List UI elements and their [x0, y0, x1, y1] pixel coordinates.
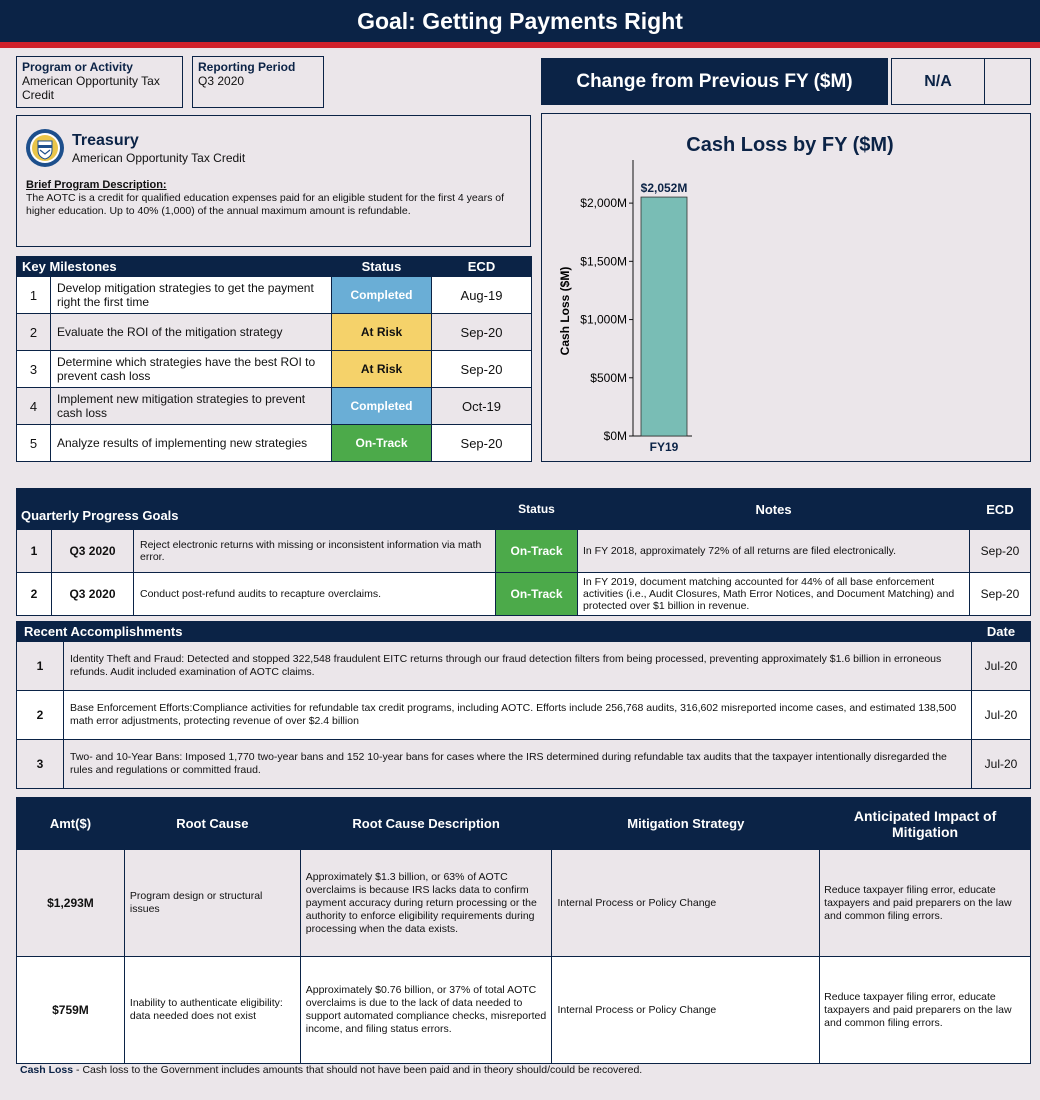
mitigation-strategy-header: Mitigation Strategy [552, 798, 820, 850]
root-cause-table [16, 797, 1031, 1064]
description-label: Brief Program Description: [26, 179, 167, 191]
milestone-num: 2 [17, 314, 51, 351]
milestone-num: 3 [17, 351, 51, 388]
milestone-ecd: Sep-20 [432, 351, 532, 388]
accomplishments-header: Recent Accomplishments [17, 622, 972, 642]
program-value: American Opportunity Tax Credit [22, 74, 160, 102]
quarterly-notes: In FY 2018, approximately 72% of all returns are filed electronically. [578, 530, 970, 573]
quarterly-ecd-header: ECD [970, 489, 1031, 530]
milestone-row [17, 277, 532, 314]
accomplishment-num: 1 [17, 642, 64, 691]
status-badge: On-Track [496, 573, 578, 616]
quarterly-goal: Conduct post-refund audits to recapture overclaims. [134, 573, 496, 616]
quarterly-notes-header: Notes [578, 489, 970, 530]
milestone-row [17, 351, 532, 388]
amt-header: Amt($) [17, 798, 125, 850]
chart-title: Cash Loss by FY ($M) [686, 134, 894, 156]
milestones-header: Key Milestones [17, 257, 332, 277]
accomplishment-row [17, 642, 1031, 691]
accomplishment-num: 2 [17, 691, 64, 740]
milestone-num: 1 [17, 277, 51, 314]
root-cause-text: Inability to authenticate eligibility: data needed does not exist [124, 957, 300, 1064]
milestones-status-header: Status [332, 257, 432, 277]
quarterly-num: 1 [17, 530, 52, 573]
root-cause-row [17, 850, 1031, 957]
chart-y-tick-label: $1,000M [580, 312, 627, 327]
milestone-text: Develop mitigation strategies to get the payment right the first time [51, 277, 332, 314]
accomplishment-row [17, 691, 1031, 740]
quarterly-status-header: Status [496, 489, 578, 530]
cash-loss-chart [542, 114, 1030, 461]
program-box [16, 56, 183, 108]
quarterly-notes: In FY 2019, document matching accounted for 44% of all base enforcement activities (i.e., Audit Closures, Math Error Notices, and Document Matching) and protected over $1 billion in revenue. [578, 573, 970, 616]
quarterly-quarter: Q3 2020 [52, 573, 134, 616]
root-cause-description-header: Root Cause Description [300, 798, 552, 850]
quarterly-ecd: Sep-20 [970, 573, 1031, 616]
milestone-ecd: Aug-19 [432, 277, 532, 314]
root-cause-row [17, 957, 1031, 1064]
anticipated-impact: Reduce taxpayer filing error, educate taxpayers and paid preparers on the law and common filing errors. [820, 850, 1031, 957]
change-empty-cell [984, 58, 1031, 105]
period-box [192, 56, 324, 108]
milestone-ecd: Sep-20 [432, 314, 532, 351]
agency-box [16, 115, 531, 247]
status-badge: On-Track [332, 425, 432, 462]
quarterly-goal: Reject electronic returns with missing or inconsistent information via math error. [134, 530, 496, 573]
milestone-num: 4 [17, 388, 51, 425]
root-cause-description: Approximately $1.3 billion, or 63% of AOTC overclaims is because IRS lacks data to confirm payment accuracy during return processing or the authority to enforce eligibility requirements during processing when the data exists. [300, 850, 552, 957]
accomplishments-table [16, 621, 1031, 789]
mitigation-strategy: Internal Process or Policy Change [552, 850, 820, 957]
quarterly-header: Quarterly Progress Goals [17, 489, 496, 530]
root-cause-header: Root Cause [124, 798, 300, 850]
accomplishment-date: Jul-20 [972, 691, 1031, 740]
quarterly-ecd: Sep-20 [970, 530, 1031, 573]
status-badge: At Risk [332, 314, 432, 351]
quarterly-goals-table [16, 488, 1031, 616]
milestones-ecd-header: ECD [432, 257, 532, 277]
program-label: Program or Activity [22, 60, 133, 74]
chart-data-label: $2,052M [640, 181, 688, 196]
cash-loss-chart-panel [541, 113, 1031, 462]
quarterly-row [17, 573, 1031, 616]
milestone-row [17, 388, 532, 425]
accomplishment-text: Identity Theft and Fraud: Detected and stopped 322,548 fraudulent EITC returns through our fraud detection filters from being processed, preventing approximately $1.6 billion in erroneous refunds. Audit included examination of AOTC claims. [64, 642, 972, 691]
status-badge: Completed [332, 388, 432, 425]
milestone-ecd: Oct-19 [432, 388, 532, 425]
agency-program: American Opportunity Tax Credit [72, 151, 246, 165]
change-value: N/A [891, 58, 985, 105]
chart-bar [641, 197, 687, 436]
root-cause-amount: $759M [17, 957, 125, 1064]
accomplishment-date: Jul-20 [972, 642, 1031, 691]
status-badge: Completed [332, 277, 432, 314]
mitigation-strategy: Internal Process or Policy Change [552, 957, 820, 1064]
period-label: Reporting Period [198, 60, 296, 74]
accomplishment-num: 3 [17, 740, 64, 789]
chart-y-tick-label: $0M [603, 429, 627, 443]
quarterly-row [17, 530, 1031, 573]
root-cause-text: Program design or structural issues [124, 850, 300, 957]
root-cause-amount: $1,293M [17, 850, 125, 957]
milestone-text: Evaluate the ROI of the mitigation strategy [51, 314, 332, 351]
milestone-row [17, 425, 532, 462]
milestone-ecd: Sep-20 [432, 425, 532, 462]
accomplishment-row [17, 740, 1031, 789]
milestone-row [17, 314, 532, 351]
accomplishments-date-header: Date [972, 622, 1031, 642]
footnote-term: Cash Loss [20, 1064, 74, 1076]
treasury-seal-icon [25, 128, 65, 168]
chart-x-tick-label: FY19 [649, 440, 679, 454]
header-divider [0, 42, 1040, 48]
chart-y-tick-label: $500M [590, 370, 627, 385]
accomplishment-text: Base Enforcement Efforts:Compliance activities for refundable tax credit programs, including AOTC. Efforts include 256,768 audits, 316,602 misreported income cases, and estimated 138,500 math error adjustments, protecting revenue of over $2.4 billion [64, 691, 972, 740]
chart-y-tick-label: $1,500M [580, 254, 627, 269]
status-badge: At Risk [332, 351, 432, 388]
milestones-table [16, 256, 532, 462]
quarterly-quarter: Q3 2020 [52, 530, 134, 573]
change-label: Change from Previous FY ($M) [541, 58, 888, 105]
anticipated-impact-header: Anticipated Impact of Mitigation [820, 798, 1031, 850]
accomplishment-date: Jul-20 [972, 740, 1031, 789]
page-title: Goal: Getting Payments Right [0, 0, 1040, 42]
footnote-text: - Cash loss to the Government includes amounts that should not have been paid and in theory should/could be recovered. [73, 1064, 643, 1076]
quarterly-num: 2 [17, 573, 52, 616]
agency-name: Treasury [72, 132, 139, 149]
anticipated-impact: Reduce taxpayer filing error, educate taxpayers and paid preparers on the law and common filing errors. [820, 957, 1031, 1064]
milestone-text: Implement new mitigation strategies to prevent cash loss [51, 388, 332, 425]
period-value: Q3 2020 [198, 74, 245, 88]
program-description: The AOTC is a credit for qualified education expenses paid for an eligible student for the first 4 years of higher education. Up to 40% (1,000) of the annual maximum amount is refundable. [26, 192, 505, 217]
milestone-text: Determine which strategies have the best ROI to prevent cash loss [51, 351, 332, 388]
status-badge: On-Track [496, 530, 578, 573]
accomplishment-text: Two- and 10-Year Bans: Imposed 1,770 two-year bans and 152 10-year bans for cases where the IRS determined during refundable tax audits that the taxpayer intentionally disregarded the rules and regulations or committed fraud. [64, 740, 972, 789]
footnote [20, 1064, 642, 1076]
milestone-num: 5 [17, 425, 51, 462]
chart-y-tick-label: $2,000M [580, 196, 627, 211]
chart-y-axis-label: Cash Loss ($M) [558, 266, 572, 356]
root-cause-description: Approximately $0.76 billion, or 37% of total AOTC overclaims is due to the lack of data needed to support automated compliance checks, misreported income, and filing status errors. [300, 957, 552, 1064]
milestone-text: Analyze results of implementing new strategies [51, 425, 332, 462]
